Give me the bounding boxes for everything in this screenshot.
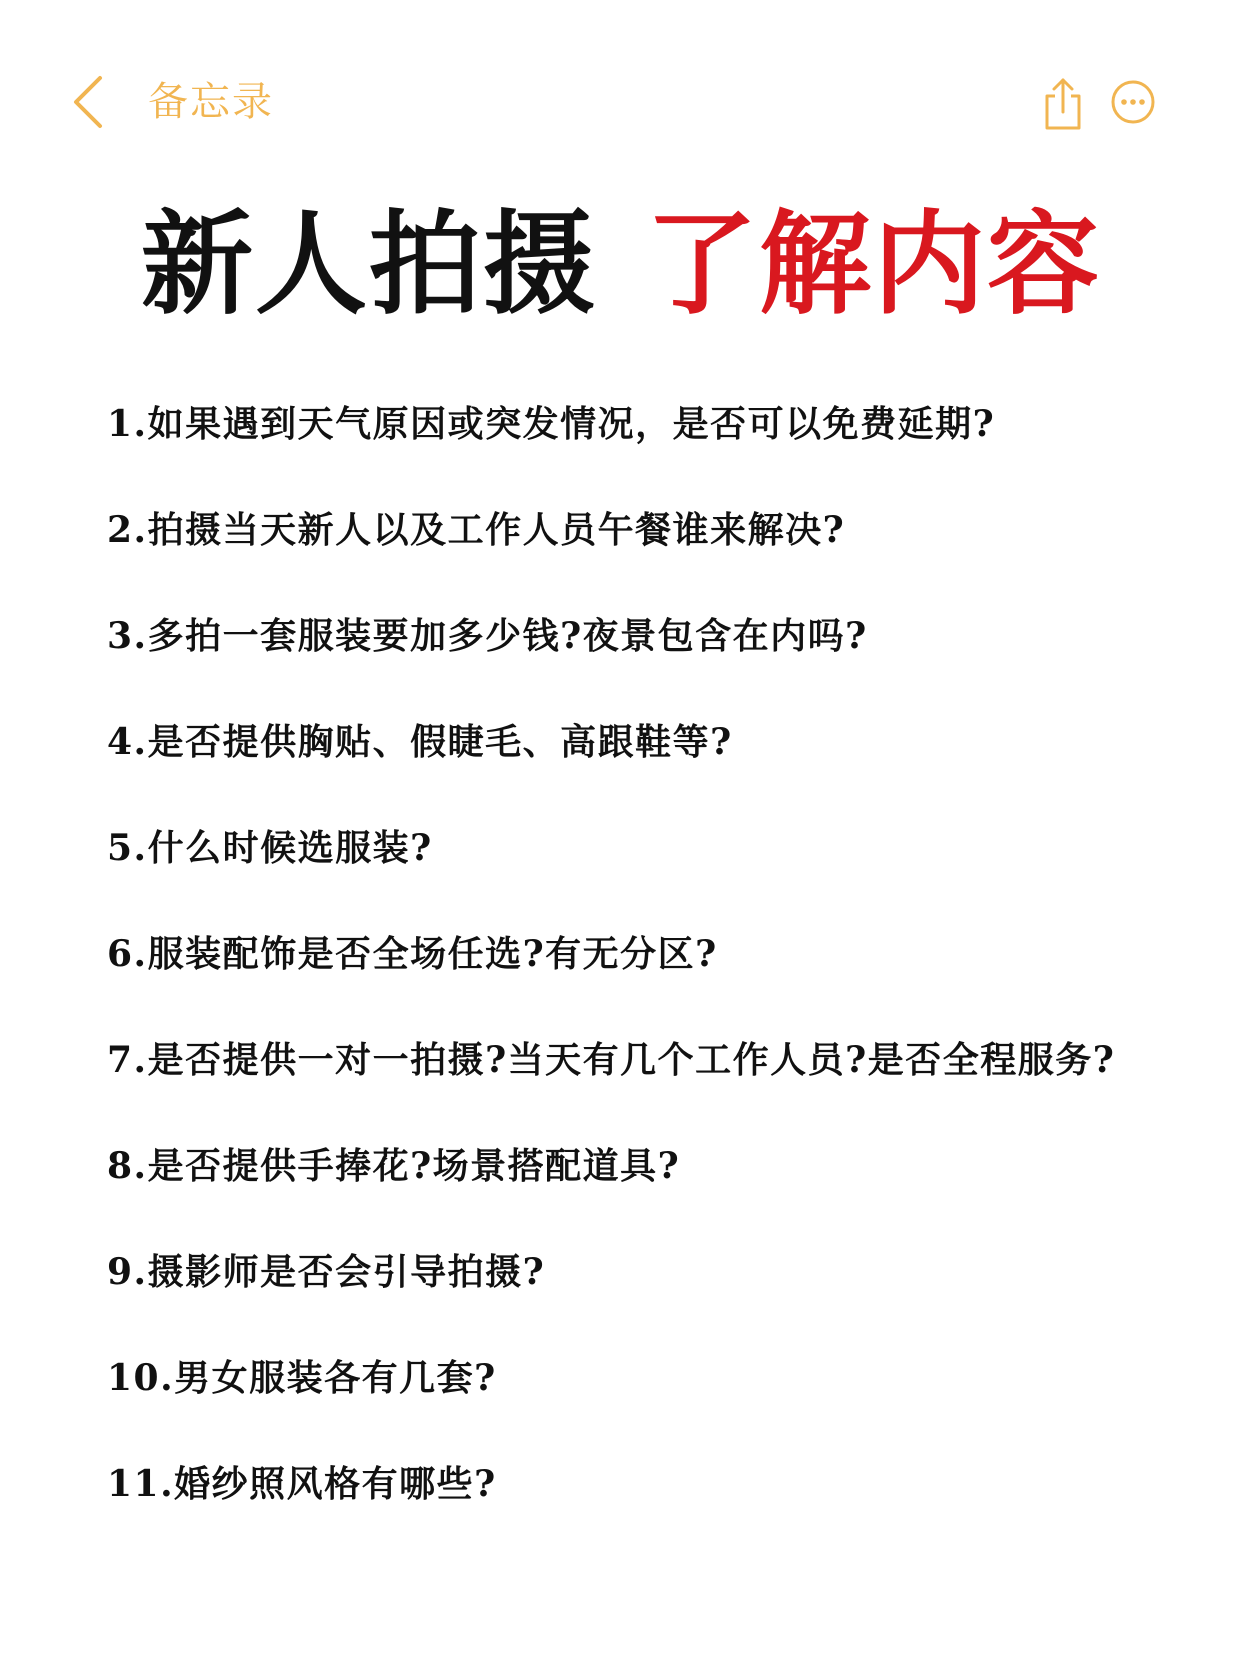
question-item-1: 1.如果遇到天气原因或突发情况，是否可以免费延期? [107,403,996,445]
share-icon [1042,76,1084,132]
chevron-left-icon [66,74,110,130]
question-item-6: 6.服装配饰是否全场任选?有无分区? [107,933,718,975]
nav-bar [0,60,1242,150]
question-item-5: 5.什么时候选服装? [107,827,433,869]
question-item-10: 10.男女服装各有几套? [107,1357,497,1399]
title-primary: 新人拍摄 [141,199,597,330]
question-item-2: 2.拍摄当天新人以及工作人员午餐谁来解决? [107,509,846,551]
page-title [0,200,1242,330]
question-item-4: 4.是否提供胸贴、假睫毛、高跟鞋等? [107,721,733,763]
more-button[interactable] [1110,79,1156,125]
share-button[interactable] [1042,76,1084,132]
question-item-9: 9.摄影师是否会引导拍摄? [107,1251,546,1293]
question-item-3: 3.多拍一套服装要加多少钱?夜景包含在内吗? [107,615,868,657]
nav-title[interactable]: 备忘录 [148,79,274,125]
title-highlight: 了解内容 [645,199,1101,330]
question-item-8: 8.是否提供手捧花?场景搭配道具? [107,1145,681,1187]
question-item-11: 11.婚纱照风格有哪些? [107,1463,497,1505]
back-button[interactable] [66,74,110,130]
question-item-7: 7.是否提供一对一拍摄?当天有几个工作人员?是否全程服务? [107,1039,1116,1081]
question-list [107,398,1147,1564]
ellipsis-circle-icon [1110,79,1156,125]
